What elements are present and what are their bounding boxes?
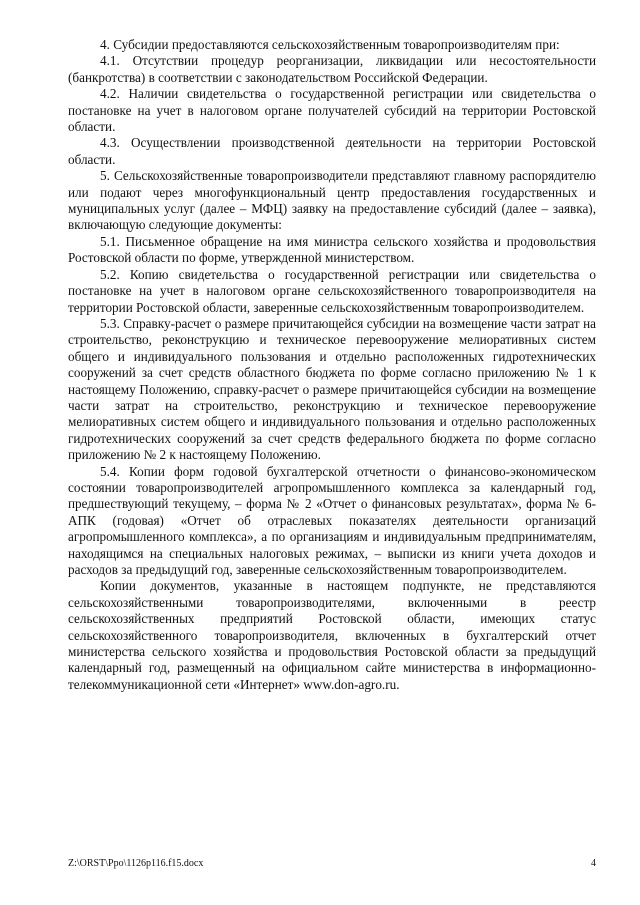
page-number: 4	[591, 858, 596, 869]
paragraph-5-4: 5.4. Копии форм годовой бухгалтерской отчетности о финансово-экономическом состоянии товаропроизводителей агропромышленного комплекса за календарный год, предшествующий текущему, – форма № 2 «Отчет о финансовых результатах», форма № 6-АПК (годовая) «Отчет об отраслевых показателях деятельности организаций агропромышленного комплекса», а по организациям и индивидуальным предпринимателям, находящимся на специальных налоговых режимах, – выписки из книги учета доходов и расходов за предыдущий год, заверенные сельскохозяйственным товаропроизводителем.	[68, 463, 596, 577]
paragraph-5-2: 5.2. Копию свидетельства о государственной регистрации или свидетельства о постановке на учет в налоговом органе сельскохозяйственного товаропроизводителя на территории Ростовской области, заверенные сельскохозяйственным товаропроизводителем.	[68, 266, 596, 315]
paragraph-5: 5. Сельскохозяйственные товаропроизводители представляют главному распорядителю или подают через многофункциональный центр предоставления государственных и муниципальных услуг (далее – МФЦ) заявку на предоставление субсидий (далее – заявка), включающую следующие документы:	[68, 168, 596, 233]
document-page	[68, 37, 596, 693]
paragraph-copies-note: Копии документов, указанные в настоящем подпункте, не представляются сельскохозяйственными товаропроизводителями, включенными в реестр сельскохозяйственных предприятий Ростовской области, имеющих статус сельскохозяйственного товаропроизводителя, включенных в бухгалтерский отчет министерства сельского хозяйства и продовольствия Ростовской области за предыдущий календарный год, размещенный на официальном сайте министерства в информационно-телекоммуникационной сети «Интернет» www.don-agro.ru.	[68, 578, 596, 692]
paragraph-5-1: 5.1. Письменное обращение на имя министра сельского хозяйства и продовольствия Ростовской области по форме, утвержденной министерством.	[68, 233, 596, 266]
paragraph-4-2: 4.2. Наличии свидетельства о государственной регистрации или свидетельства о постановке на учет в налоговом органе получателей субсидий на территории Ростовской области.	[68, 86, 596, 135]
paragraph-5-3: 5.3. Справку-расчет о размере причитающейся субсидии на возмещение части затрат на строительство, реконструкцию и техническое перевооружение мелиоративных систем общего и индивидуального пользования и отдельно расположенных гидротехнических сооружений за счет средств областного бюджета по форме согласно приложению № 1 к настоящему Положению, справку-расчет о размере причитающейся субсидии на возмещение части затрат на строительство, реконструкцию и техническое перевооружение мелиоративных систем общего и индивидуального пользования и отдельно расположенных гидротехнических сооружений за счет средств федерального бюджета по форме согласно приложению № 2 к настоящему Положению.	[68, 315, 596, 463]
paragraph-4-1: 4.1. Отсутствии процедур реорганизации, ликвидации или несостоятельности (банкротства) в соответствии с законодательством Российской Федерации.	[68, 53, 596, 85]
page-footer	[68, 858, 596, 869]
footer-file-path: Z:\ORST\Ppo\1126p116.f15.docx	[68, 858, 204, 869]
paragraph-4-3: 4.3. Осуществлении производственной деятельности на территории Ростовской области.	[68, 135, 596, 167]
paragraph-4: 4. Субсидии предоставляются сельскохозяйственным товаропроизводителям при:	[100, 37, 560, 52]
